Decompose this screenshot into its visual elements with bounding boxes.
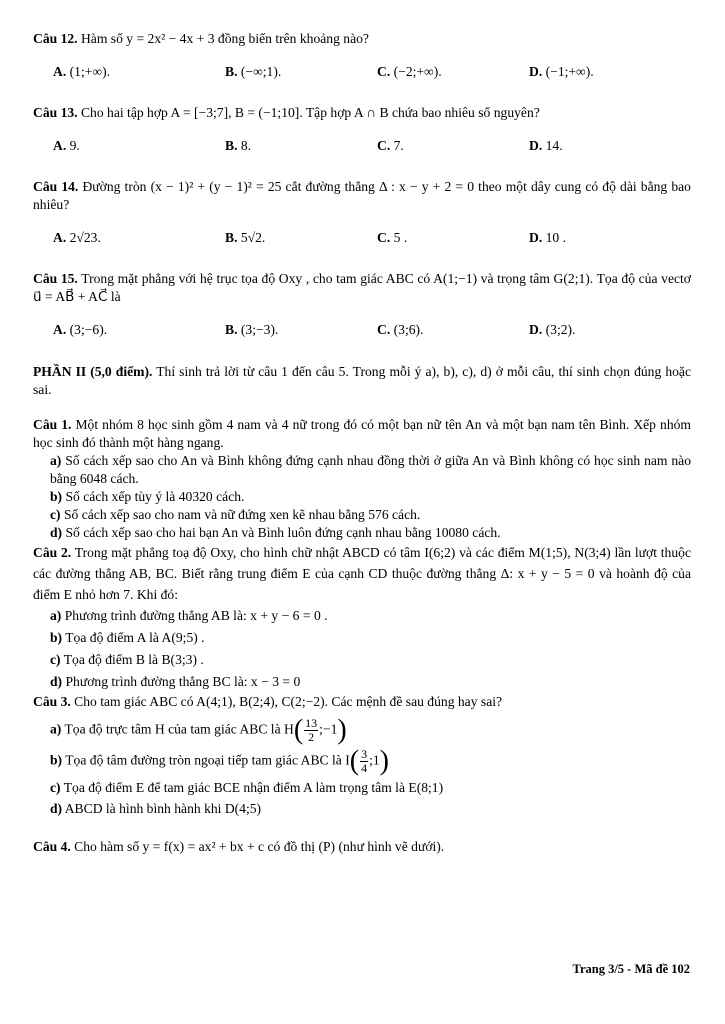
statement-d: d) Số cách xếp sao cho hai bạn An và Bình luôn đứng cạnh nhau bằng 10080 cách. — [50, 525, 501, 540]
question-label: Câu 15. — [33, 271, 78, 286]
fraction: $\frac{3}{4}$ — [361, 747, 368, 775]
question-c3 — [33, 693, 691, 711]
option-a: A. (1;+∞). — [53, 64, 111, 79]
fraction: $\frac{13}{2}$ — [305, 716, 318, 744]
question-text: Một nhóm 8 học sinh gồm 4 nam và 4 nữ trong đó có một bạn nữ tên An và một bạn nam tên Bình. Xếp nhóm học sinh đó thành một hàng ngang. — [33, 417, 691, 450]
exam-page — [33, 30, 691, 856]
question-14 — [33, 178, 691, 214]
question-text: Đường tròn (x − 1)² + (y − 1)² = 25 cắt đường thẳng Δ : x − y + 2 = 0 theo một dây cung có độ dài bằng bao nhiêu? — [33, 179, 691, 212]
question-text: Cho hai tập hợp A = [−3;7], B = (−1;10]. Tập hợp A ∩ B chứa bao nhiêu số nguyên? — [80, 105, 540, 120]
question-label: Câu 4. — [33, 839, 71, 854]
part-2-heading — [33, 363, 691, 399]
question-15 — [33, 270, 691, 306]
option-b: B. 5√2. — [225, 230, 266, 245]
question-12 — [33, 30, 691, 48]
question-text: Trong mặt phẳng toạ độ Oxy, cho hình chữ nhật ABCD có tâm I(6;2) và các điểm M(1;5), N(3;4) lần lượt thuộc các đường thẳng AB, BC. Biết rằng trung điểm E của cạnh CD thuộc đường thẳng Δ: x + y − 5 = 0 và hoành độ của điểm E nhỏ hơn 7. Khi đó: — [33, 545, 691, 602]
statement-d: d) Phương trình đường thẳng BC là: x − 3 = 0 — [50, 674, 301, 689]
option-b: B. (−∞;1). — [225, 64, 282, 79]
statement-b: b) Số cách xếp tùy ý là 40320 cách. — [50, 489, 245, 504]
options-15 — [33, 321, 691, 339]
statement-b: b) Tọa độ tâm đường tròn ngoại tiếp tam giác ABC là I( $\frac{3}{4}$ ;1) — [50, 745, 389, 777]
question-label: Câu 13. — [33, 105, 78, 120]
statement-c: c) Tọa độ điểm B là B(3;3) . — [50, 652, 204, 667]
options-14 — [33, 229, 691, 247]
statement-d: d) ABCD là hình bình hành khi D(4;5) — [50, 801, 262, 816]
question-c1 — [33, 416, 691, 452]
options-13 — [33, 137, 691, 155]
statement-a: a) Phương trình đường thẳng AB là: x + y − 6 = 0 . — [50, 608, 328, 623]
page-footer: Trang 3/5 - Mã đề 102 — [572, 962, 690, 976]
option-b: B. 8. — [225, 138, 252, 153]
question-label: Câu 12. — [33, 31, 78, 46]
option-d: D. (3;2). — [529, 322, 576, 337]
question-label: Câu 14. — [33, 179, 79, 194]
question-text: Trong mặt phẳng với hệ trục tọa độ Oxy , cho tam giác ABC có A(1;−1) và trọng tâm G(2;1). Tọa độ của vectơ u⃗ = AB⃗ + AC⃗ là — [33, 271, 691, 304]
question-c2 — [33, 542, 691, 605]
question-c4 — [33, 838, 691, 856]
option-c: C. 5 . — [377, 230, 408, 245]
statement-a: a) Số cách xếp sao cho An và Bình không đứng cạnh nhau đồng thời ở giữa An và Bình không có học sinh nam nào bằng 6048 cách. — [50, 453, 691, 486]
option-d: D. 10 . — [529, 230, 567, 245]
part-label: PHẦN II (5,0 điểm). — [33, 364, 153, 379]
statement-c: c) Tọa độ điểm E để tam giác BCE nhận điểm A làm trọng tâm là E(8;1) — [50, 780, 444, 795]
option-a: A. (3;−6). — [53, 322, 108, 337]
part-instructions: Thí sinh trả lời từ câu 1 đến câu 5. Trong mỗi ý a), b), c), d) ở mỗi câu, thí sinh chọn đúng hoặc sai. — [33, 364, 691, 397]
statement-b: b) Tọa độ điểm A là A(9;5) . — [50, 630, 205, 645]
statement-c: c) Số cách xếp sao cho nam và nữ đứng xen kẽ nhau bằng 576 cách. — [50, 507, 421, 522]
question-label: Câu 1. — [33, 417, 72, 432]
question-text: Cho tam giác ABC có A(4;1), B(2;4), C(2;−2). Các mệnh đề sau đúng hay sai? — [70, 694, 503, 709]
question-text: Cho hàm số y = f(x) = ax² + bx + c có đồ thị (P) (như hình vẽ dưới). — [70, 839, 445, 854]
option-c: C. (3;6). — [377, 322, 424, 337]
statement-a: a) Tọa độ trực tâm H của tam giác ABC là H( $\frac{13}{2}$ ;−1) — [50, 714, 347, 746]
question-13 — [33, 104, 691, 122]
option-d: D. 14. — [529, 138, 563, 153]
question-label: Câu 2. — [33, 545, 72, 560]
option-a: A. 2√23. — [53, 230, 101, 245]
option-d: D. (−1;+∞). — [529, 64, 594, 79]
option-c: C. (−2;+∞). — [377, 64, 442, 79]
question-text: Hàm số y = 2x² − 4x + 3 đồng biến trên khoảng nào? — [80, 31, 369, 46]
option-c: C. 7. — [377, 138, 404, 153]
option-a: A. 9. — [53, 138, 80, 153]
question-label: Câu 3. — [33, 694, 71, 709]
option-b: B. (3;−3). — [225, 322, 279, 337]
options-12 — [33, 63, 691, 81]
